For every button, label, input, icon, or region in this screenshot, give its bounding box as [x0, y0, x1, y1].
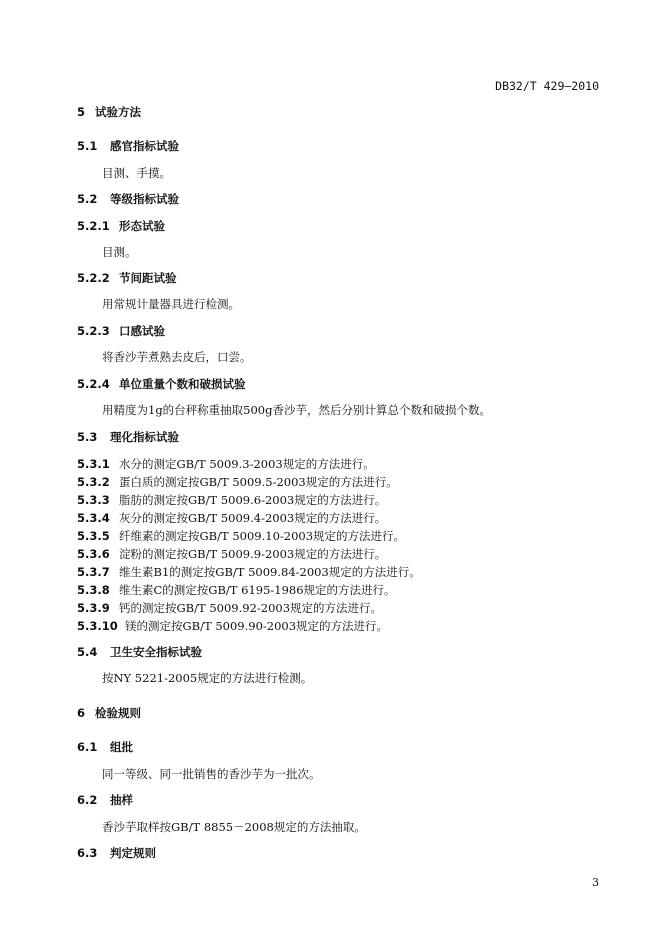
- section-number: 6.1: [77, 740, 98, 754]
- item-text: 维生素B1的测定按GB/T 5009.84-2003规定的方法进行。: [119, 565, 421, 579]
- section-title: 检验规则: [95, 706, 141, 720]
- section-number: 6.2: [77, 793, 98, 807]
- item-text: 纤维素的测定按GB/T 5009.10-2003规定的方法进行。: [119, 529, 406, 543]
- page-number: 3: [592, 876, 599, 889]
- item-text: 灰分的测定按GB/T 5009.4-2003规定的方法进行。: [119, 511, 387, 525]
- heading-6-3: [77, 846, 156, 860]
- item-number: 5.3.9: [77, 601, 110, 615]
- item-5-3-10: [77, 619, 388, 633]
- item-text: 脂肪的测定按GB/T 5009.6-2003规定的方法进行。: [119, 493, 387, 507]
- heading-5-2-2: [77, 271, 177, 285]
- heading-6: [77, 706, 141, 720]
- item-5-3-8: [77, 583, 396, 597]
- section-title: 节间距试验: [119, 271, 177, 285]
- item-number: 5.3.7: [77, 565, 110, 579]
- item-number: 5.3.4: [77, 511, 110, 525]
- body-text: 目测。: [102, 245, 137, 259]
- item-text: 水分的测定GB/T 5009.3-2003规定的方法进行。: [119, 457, 375, 471]
- heading-5-2-3: [77, 324, 165, 338]
- item-text: 钙的测定按GB/T 5009.92-2003规定的方法进行。: [119, 601, 383, 615]
- section-number: 5.2.3: [77, 324, 110, 338]
- item-number: 5.3.1: [77, 457, 110, 471]
- section-title: 卫生安全指标试验: [110, 645, 202, 659]
- item-text: 蛋白质的测定按GB/T 5009.5-2003规定的方法进行。: [119, 475, 398, 489]
- heading-5-2-1: [77, 219, 165, 233]
- section-title: 组批: [110, 740, 133, 754]
- heading-5-2-4: [77, 377, 246, 391]
- section-title: 抽样: [110, 793, 133, 807]
- section-title: 理化指标试验: [110, 430, 179, 444]
- heading-5-4: [77, 645, 202, 659]
- heading-5: [77, 105, 141, 119]
- heading-5-3: [77, 430, 179, 444]
- body-text: 同一等级、同一批销售的香沙芋为一批次。: [102, 767, 321, 781]
- item-text: 淀粉的测定按GB/T 5009.9-2003规定的方法进行。: [119, 547, 387, 561]
- section-title: 试验方法: [95, 105, 141, 119]
- item-number: 5.3.8: [77, 583, 110, 597]
- section-number: 6: [77, 706, 86, 720]
- section-number: 5.2.4: [77, 377, 110, 391]
- item-text: 维生素C的测定按GB/T 6195-1986规定的方法进行。: [119, 583, 396, 597]
- item-number: 5.3.10: [77, 619, 118, 633]
- document-code: DB32/T 429—2010: [495, 79, 599, 93]
- section-title: 等级指标试验: [110, 192, 179, 206]
- body-text: 用常规计量器具进行检测。: [102, 297, 240, 311]
- body-text: 按NY 5221-2005规定的方法进行检测。: [102, 671, 313, 685]
- section-number: 5.1: [77, 139, 98, 153]
- section-number: 5.2.1: [77, 219, 110, 233]
- item-5-3-9: [77, 601, 382, 615]
- heading-5-1: [77, 139, 179, 153]
- section-number: 5.3: [77, 430, 98, 444]
- item-5-3-5: [77, 529, 405, 543]
- heading-6-2: [77, 793, 133, 807]
- item-5-3-6: [77, 547, 386, 561]
- item-5-3-4: [77, 511, 386, 525]
- item-5-3-7: [77, 565, 421, 579]
- body-text: 目测、手摸。: [102, 166, 171, 180]
- section-title: 单位重量个数和破损试验: [119, 377, 246, 391]
- section-title: 口感试验: [119, 324, 165, 338]
- item-number: 5.3.6: [77, 547, 110, 561]
- heading-6-1: [77, 740, 133, 754]
- item-text: 镁的测定按GB/T 5009.90-2003规定的方法进行。: [125, 619, 389, 633]
- section-title: 感官指标试验: [110, 139, 179, 153]
- item-number: 5.3.5: [77, 529, 110, 543]
- section-number: 5.2: [77, 192, 98, 206]
- body-text: 香沙芋取样按GB/T 8855－2008规定的方法抽取。: [102, 820, 366, 834]
- item-number: 5.3.3: [77, 493, 110, 507]
- body-text: 将香沙芋煮熟去皮后，口尝。: [102, 350, 252, 364]
- body-text: 用精度为1g的台秤称重抽取500g香沙芋，然后分别计算总个数和破损个数。: [102, 403, 491, 417]
- section-number: 5.2.2: [77, 271, 110, 285]
- section-number: 6.3: [77, 846, 98, 860]
- item-5-3-1: [77, 457, 375, 471]
- section-number: 5: [77, 105, 86, 119]
- section-title: 判定规则: [110, 846, 156, 860]
- heading-5-2: [77, 192, 179, 206]
- section-title: 形态试验: [119, 219, 165, 233]
- item-5-3-2: [77, 475, 398, 489]
- item-5-3-3: [77, 493, 386, 507]
- section-number: 5.4: [77, 645, 98, 659]
- item-number: 5.3.2: [77, 475, 110, 489]
